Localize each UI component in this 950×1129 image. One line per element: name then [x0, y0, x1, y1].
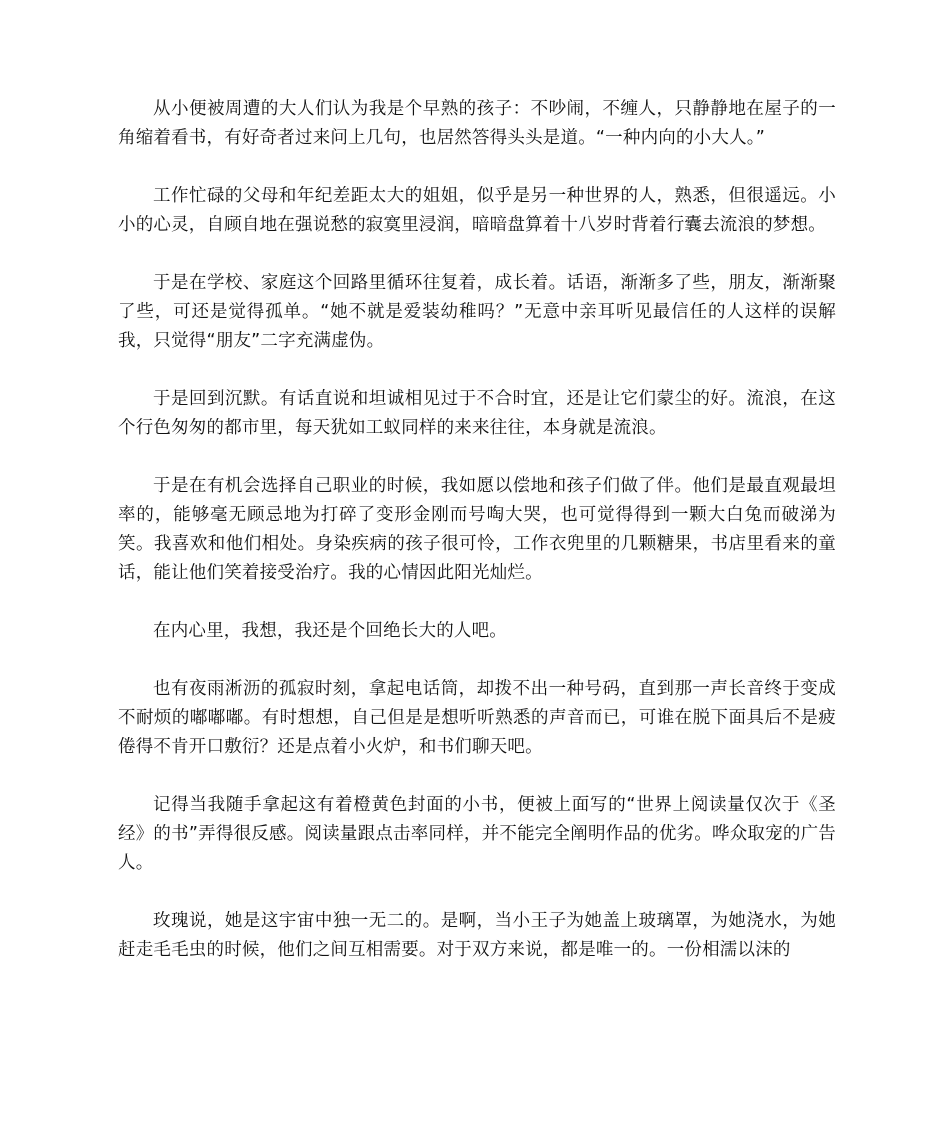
paragraph: 玫瑰说，她是这宇宙中独一无二的。是啊，当小王子为她盖上玻璃罩，为她浇水，为她赶走毛毛虫的时候，他们之间互相需要。对于双方来说，都是唯一的。一份相濡以沫的	[118, 911, 836, 960]
paragraph: 从小便被周遭的大人们认为我是个早熟的孩子：不吵闹，不缠人，只静静地在屋子的一角缩着看书，有好奇者过来问上几句，也居然答得头头是道。“一种内向的小大人。”	[118, 99, 836, 148]
paragraph: 于是回到沉默。有话直说和坦诚相见过于不合时宜，还是让它们蒙尘的好。流浪，在这个行色匆匆的都市里，每天犹如工蚁同样的来来往往，本身就是流浪。	[118, 389, 836, 438]
paragraph: 记得当我随手拿起这有着橙黄色封面的小书，便被上面写的“世界上阅读量仅次于《圣经》的书”弄得很反感。阅读量跟点击率同样，并不能完全阐明作品的优劣。哗众取宠的广告人。	[118, 795, 836, 873]
paragraph: 也有夜雨淅沥的孤寂时刻，拿起电话筒，却拨不出一种号码，直到那一声长音终于变成不耐烦的嘟嘟嘟。有时想想，自己但是是想听听熟悉的声音而已，可谁在脱下面具后不是疲倦得不肯开口敷衍？还是点着小火炉，和书们聊天吧。	[118, 679, 836, 757]
paragraph: 工作忙碌的父母和年纪差距太大的姐姐，似乎是另一种世界的人，熟悉，但很遥远。小小的心灵，自顾自地在强说愁的寂寞里浸润，暗暗盘算着十八岁时背着行囊去流浪的梦想。	[118, 186, 836, 235]
paragraph: 于是在学校、家庭这个回路里循环往复着，成长着。话语，渐渐多了些，朋友，渐渐聚了些，可还是觉得孤单。“她不就是爱装幼稚吗？”无意中亲耳听见最信任的人这样的误解我，只觉得“朋友”二字充满虚伪。	[118, 273, 836, 351]
paragraph: 在内心里，我想，我还是个回绝长大的人吧。	[153, 621, 507, 641]
document-body	[118, 95, 836, 994]
paragraph: 于是在有机会选择自己职业的时候，我如愿以偿地和孩子们做了伴。他们是最直观最坦率的，能够毫无顾忌地为打碎了变形金刚而号啕大哭，也可觉得得到一颗大白兔而破涕为笑。我喜欢和他们相处。身染疾病的孩子很可怜，工作衣兜里的几颗糖果，书店里看来的童话，能让他们笑着接受治疗。我的心情因此阳光灿烂。	[118, 476, 836, 583]
